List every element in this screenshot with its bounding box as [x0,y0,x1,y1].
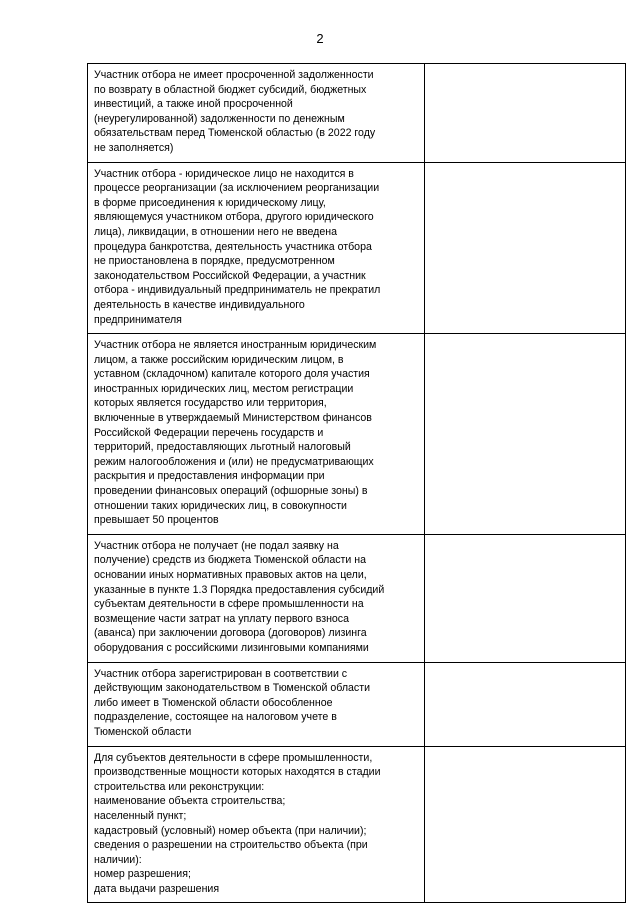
criterion-text-cell: Участник отбора не является иностранным юридическим лицом, а также российским юридическим лицом, в уставном (складочном) капитале которого доля участия иностранных юридических лиц, местом регистрации которых является государство или территория, включенные в утверждаемый Министерством финансов Российской Федерации перечень государств и территорий, предоставляющих льготный налоговый режим налогообложения и (или) не предусматривающих раскрытия и предоставления информации при проведении финансовых операций (офшорные зоны) в отношении таких юридических лиц, в совокупности превышает 50 процентов [88,334,425,535]
table-row [88,662,626,746]
criterion-value-cell[interactable] [425,64,626,163]
criterion-value-cell[interactable] [425,662,626,746]
table-row [88,534,626,662]
table-row [88,162,626,334]
table-row [88,746,626,903]
criterion-text-cell: Участник отбора зарегистрирован в соответствии с действующим законодательством в Тюменской области либо имеет в Тюменской области обособленное подразделение, состоящее на налоговом учете в Тюменской области [88,662,425,746]
criterion-value-cell[interactable] [425,334,626,535]
criterion-text-cell: Участник отбора не имеет просроченной задолженности по возврату в областной бюджет субсидий, бюджетных инвестиций, а также иной просроченной (неурегулированной) задолженности по денежным обязательствам перед Тюменской областью (в 2022 году не заполняется) [88,64,425,163]
criterion-text-cell: Участник отбора - юридическое лицо не находится в процессе реорганизации (за исключением реорганизации в форме присоединения к юридическому лицу, являющемуся участником отбора, другого юридического лица), ликвидации, в отношении него не введена процедура банкротства, деятельность участника отбора не приостановлена в порядке, предусмотренном законодательством Российской Федерации, а участник отбора - индивидуальный предприниматель не прекратил деятельность в качестве индивидуального предпринимателя [88,162,425,334]
criteria-table-body [88,64,626,903]
page-number: 2 [316,31,324,46]
criteria-table [87,63,626,903]
table-row [88,334,626,535]
criterion-value-cell[interactable] [425,746,626,903]
criterion-text-cell: Для субъектов деятельности в сфере промышленности, производственные мощности которых находятся в стадии строительства или реконструкции: наименование объекта строительства; населенный пункт; кадастровый (условный) номер объекта (при наличии); сведения о разрешении на строительство объекта (при наличии): номер разрешения; дата выдачи разрешения [88,746,425,903]
table-row [88,64,626,163]
criterion-text-cell: Участник отбора не получает (не подал заявку на получение) средств из бюджета Тюменской области на основании иных нормативных правовых актов на цели, указанные в пункте 1.3 Порядка предоставления субсидий субъектам деятельности в сфере промышленности на возмещение части затрат на уплату первого взноса (аванса) при заключении договора (договоров) лизинга оборудования с российскими лизинговыми компаниями [88,534,425,662]
criterion-value-cell[interactable] [425,162,626,334]
criterion-value-cell[interactable] [425,534,626,662]
